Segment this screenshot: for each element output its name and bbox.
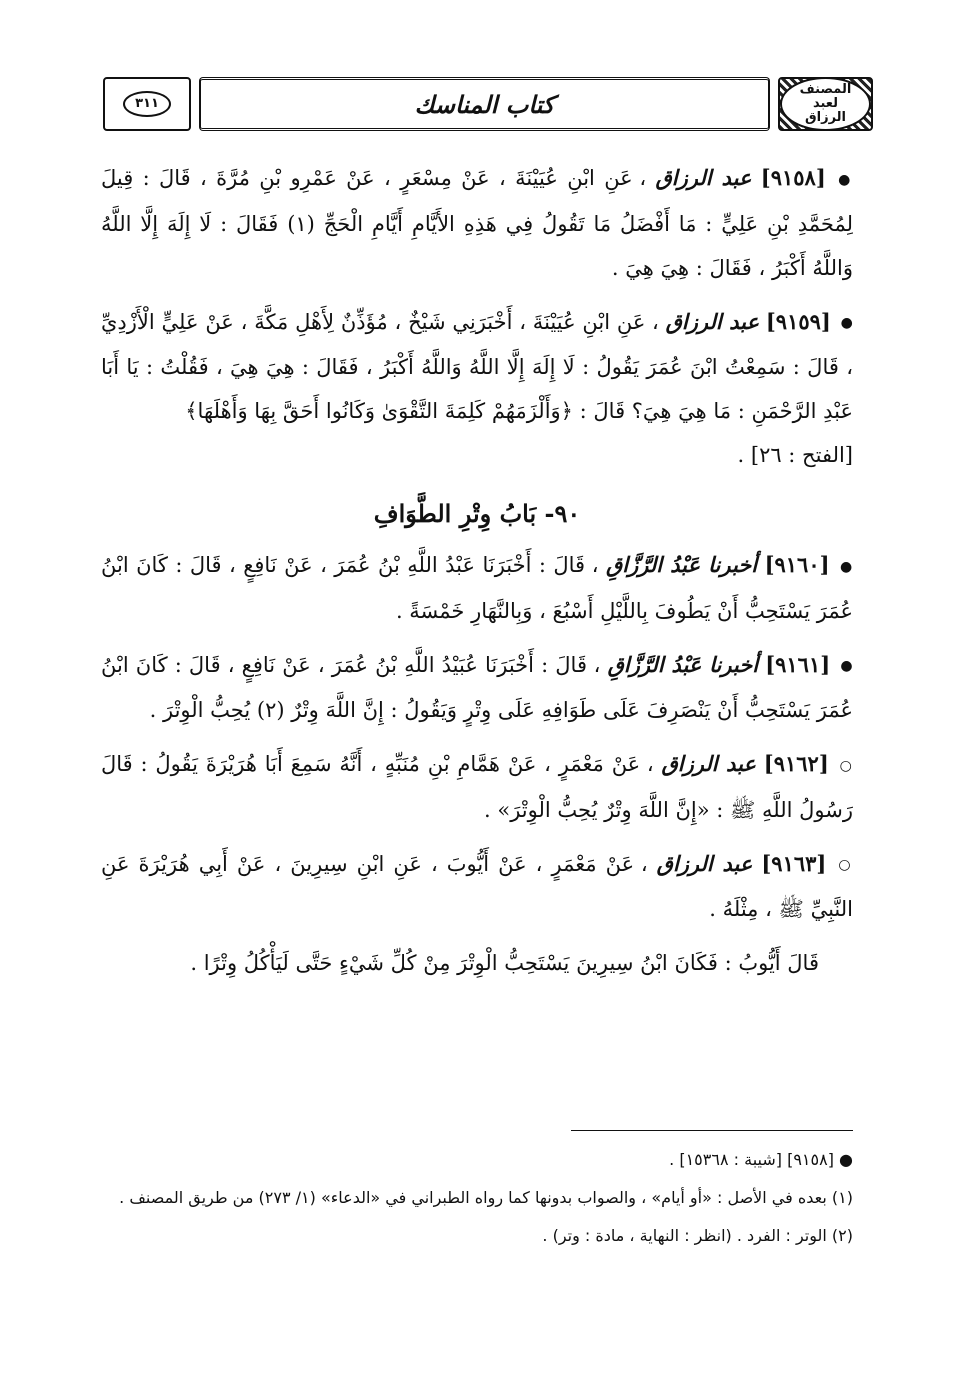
quran-reference: [الفتح : ٢٦] . bbox=[737, 443, 853, 467]
page-number-box bbox=[103, 77, 191, 131]
hadith-narrator: أخبرنا عَبْدُ الرَّزَّاقِ bbox=[606, 552, 758, 577]
chapter-number: ٩٠- bbox=[544, 499, 581, 528]
chapter-heading bbox=[101, 491, 853, 537]
hadith-marker: ● bbox=[838, 171, 853, 188]
hadith-marker: ● bbox=[840, 658, 853, 674]
main-text bbox=[101, 156, 853, 995]
hadith-number: [٩١٥٨] bbox=[760, 165, 826, 190]
hadith-number: [٩١٥٩] bbox=[765, 308, 831, 334]
footnotes bbox=[101, 1142, 853, 1256]
hadith-9162 bbox=[101, 742, 853, 832]
hadith-text: ، قَالَ : أَخْبَرَنَا عَبْدُ اللَّهِ بْنُ عُمَرَ ، عَنْ نَافِعٍ ، قَالَ : كَانَ ابْنُ عُمَرَ يَسْتَحِبُّ أَنْ يَطُوفَ بِاللَّيْلِ أَسْبُعَ ، وَبِالنَّهَارِ خَمْسَةً . bbox=[101, 553, 853, 623]
hadith-marker: ● bbox=[840, 558, 853, 575]
hadith-number: [٩١٦٣] bbox=[761, 850, 827, 876]
hadith-narrator: أخبرنا عَبْدُ الرَّزَّاقِ bbox=[607, 651, 759, 677]
footnote-item: (١) بعده في الأصل : «أو أيام» ، والصواب بدونها كما رواه الطبراني في «الدعاء» (١/ ٢٧٣) من طريق المصنف . bbox=[119, 1188, 853, 1207]
page-number: ٣١١ bbox=[123, 91, 171, 117]
hadith-number: [٩١٦٠] bbox=[764, 552, 830, 577]
page-header bbox=[103, 74, 873, 134]
chapter-title: بَابُ وِتْرِ الطَّوَافِ bbox=[373, 499, 537, 528]
hadith-9160 bbox=[101, 543, 853, 633]
book-logo bbox=[778, 77, 873, 131]
hadith-text: ، عَنْ مَعْمَرٍ ، عَنْ أَيُّوبَ ، عَنِ ابْنِ سِيرِينَ ، عَنْ أَبِي هُرَيْرَةَ عَنِ النَّبِيِّ ﷺ ، مِثْلَهُ . bbox=[101, 851, 853, 921]
hadith-narrator: عبد الرزاق bbox=[655, 165, 752, 190]
hadith-text: ، قَالَ : أَخْبَرَنَا عُبَيْدُ اللَّهِ بْنُ عُمَرَ ، عَنْ نَافِعٍ ، قَالَ : كَانَ ابْنُ عُمَرَ يَسْتَحِبُّ أَنْ يَنْصَرِفَ عَلَى طَوَافِهِ عَلَى وِتْرٍ وَيَقُولُ : إِنَّ اللَّهَ وِتْرٌ (٢) يُحِبُّ الْوِتْرَ . bbox=[101, 652, 853, 722]
hadith-narrator: عبد الرزاق bbox=[656, 850, 753, 876]
hadith-number: [٩١٦٢] bbox=[763, 751, 829, 776]
hadith-9163 bbox=[101, 842, 853, 932]
closing-note: قَالَ أَيُّوبُ : فَكَانَ ابْنُ سِيرِينَ يَسْتَحِبُّ الْوِتْرَ مِنْ كُلِّ شَيْءٍ حَتَّى لَيَأْكُلُ وِتْرًا . bbox=[190, 951, 819, 975]
chapter-book-title: كتاب المناسك bbox=[199, 77, 770, 131]
footnote-item: ● [٩١٥٨] [شيبة : ١٥٣٦٨] . bbox=[669, 1150, 853, 1169]
hadith-narrator: عبد الرزاق bbox=[665, 308, 760, 334]
hadith-text: ، عَنْ مَعْمَرٍ ، عَنْ هَمَّامِ بْنِ مُنَبِّهٍ ، أَنَّهُ سَمِعَ أَبَا هُرَيْرَةَ يَقُولُ : قَالَ رَسُولُ اللَّهِ ﷺ : «إِنَّ اللَّهَ وِتْرٌ يُحِبُّ الْوِتْرَ» . bbox=[101, 752, 853, 822]
hadith-text: ، عَنِ ابْنِ عُيَيْنَةَ ، أَخْبَرَنِي شَيْخٌ ، مُؤَذِّنٌ لِأَهْلِ مَكَّةَ ، عَنْ عَلِيٍّ الْأَزْدِيِّ ، قَالَ : سَمِعْتُ ابْنَ عُمَرَ يَقُولُ : لَا إِلَهَ إِلَّا اللَّهُ وَاللَّهُ أَكْبَرُ ، فَقَالَ : هِيَ هِيَ ، فَقُلْتُ : يَا أَبَا عَبْدِ الرَّحْمَنِ : مَا هِيَ هِيَ؟ قَالَ : ﴿وَأَلْزَمَهُمْ كَلِمَةَ التَّقْوَىٰ وَكَانُوا أَحَقَّ بِهَا وَأَهْلَهَا﴾ bbox=[101, 309, 853, 423]
hadith-9159 bbox=[101, 300, 853, 478]
hadith-marker: ○ bbox=[838, 857, 853, 873]
hadith-9161 bbox=[101, 643, 853, 733]
hadith-marker: ○ bbox=[839, 757, 853, 774]
hadith-marker: ● bbox=[840, 315, 853, 331]
book-logo-text: المصنف لعبد الرزاق bbox=[780, 77, 871, 131]
footnote-divider bbox=[571, 1130, 853, 1131]
hadith-text: ، عَنِ ابْنِ عُيَيْنَةَ ، عَنْ مِسْعَرٍ ، عَنْ عَمْرِو بْنِ مُرَّةَ ، قَالَ : قِيلَ لِمُحَمَّدِ بْنِ عَلِيٍّ : مَا أَفْضَلُ مَا تَقُولُ فِي هَذِهِ الأَيَّامِ أَيَّامِ الْحَجِّ (١) فَقَالَ : لَا إِلَهَ إِلَّا اللَّهُ وَاللَّهُ أَكْبَرُ ، فَقَالَ : هِيَ هِيَ . bbox=[101, 166, 853, 280]
footnote-item: (٢) الوتر : الفرد . (انظر : النهاية ، مادة : وتر) . bbox=[542, 1226, 853, 1245]
hadith-9158 bbox=[101, 156, 853, 290]
hadith-narrator: عبد الرزاق bbox=[661, 751, 756, 776]
hadith-number: [٩١٦١] bbox=[765, 651, 831, 677]
